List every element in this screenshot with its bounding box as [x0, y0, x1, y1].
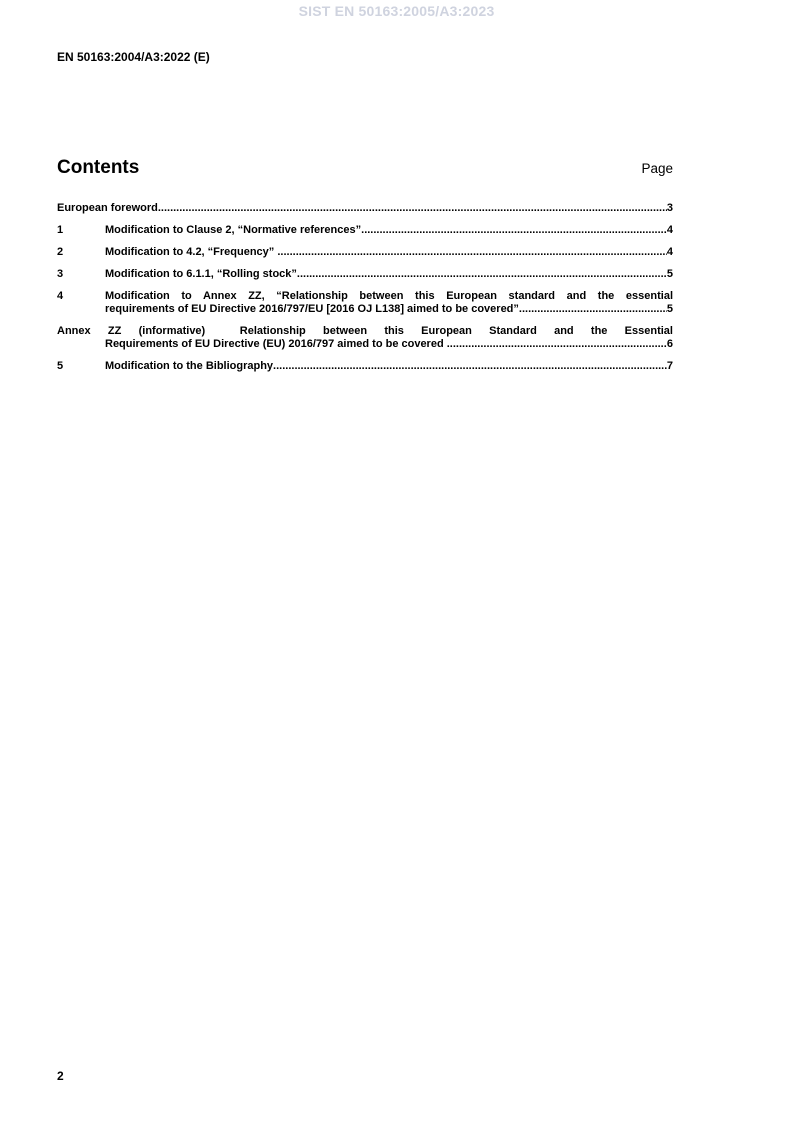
dot-leader — [158, 202, 667, 215]
toc-entry-text: Modification to Clause 2, “Normative references” — [105, 224, 362, 236]
toc-heading — [57, 157, 673, 179]
toc-entry-page: 3 — [666, 202, 673, 214]
page-number: 2 — [57, 1069, 64, 1083]
toc-entry-1[interactable] — [57, 224, 673, 237]
watermark: SIST EN 50163:2005/A3:2023 — [298, 3, 495, 19]
toc-entry-number: 4 — [57, 290, 64, 302]
dot-leader — [361, 224, 667, 237]
dot-leader — [447, 338, 667, 351]
dot-leader — [273, 360, 667, 373]
toc-entry-text-line2: requirements of EU Directive 2016/797/EU [2016 OJ L138] aimed to be covered” — [105, 303, 519, 315]
toc-title: Contents — [57, 157, 140, 178]
toc-entry-page: 4 — [666, 224, 673, 236]
toc-entry-page: 4 — [666, 246, 673, 258]
toc-entry-text-line1: Modification to Annex ZZ, “Relationship between this European standard and the essential — [105, 290, 673, 302]
toc-entry-page: 5 — [666, 268, 673, 280]
toc-entry-annex-zz[interactable] — [57, 325, 673, 351]
dot-leader — [297, 268, 667, 281]
toc-entry-page: 6 — [666, 338, 673, 350]
toc-entry-page: 5 — [666, 303, 673, 315]
toc-entry-page: 7 — [666, 360, 673, 372]
toc-entry-number: 1 — [57, 224, 64, 236]
toc-entry-2[interactable] — [57, 246, 673, 259]
document-identifier: EN 50163:2004/A3:2022 (E) — [57, 50, 210, 64]
toc-entry-number: 5 — [57, 360, 64, 372]
toc-entry-text: Modification to 6.1.1, “Rolling stock” — [105, 268, 297, 280]
toc-entry-text: European foreword — [57, 202, 158, 214]
toc-entry-text: Modification to the Bibliography — [105, 360, 274, 372]
toc-entry-number: 3 — [57, 268, 64, 280]
dot-leader — [519, 303, 667, 316]
toc-entry-text-line1: Annex ZZ (informative) Relationship between this European Standard and the Essential — [57, 325, 673, 337]
toc-entry-text: Modification to 4.2, “Frequency” — [105, 246, 278, 258]
table-of-contents — [57, 202, 673, 382]
toc-entry-european-foreword[interactable] — [57, 202, 673, 215]
toc-page-label: Page — [641, 161, 673, 176]
dot-leader — [277, 246, 667, 259]
toc-entry-text-line2: Requirements of EU Directive (EU) 2016/797 aimed to be covered — [105, 338, 447, 350]
toc-entry-number: 2 — [57, 246, 64, 258]
toc-entry-3[interactable] — [57, 268, 673, 281]
toc-entry-4[interactable] — [57, 290, 673, 316]
toc-entry-5[interactable] — [57, 360, 673, 373]
